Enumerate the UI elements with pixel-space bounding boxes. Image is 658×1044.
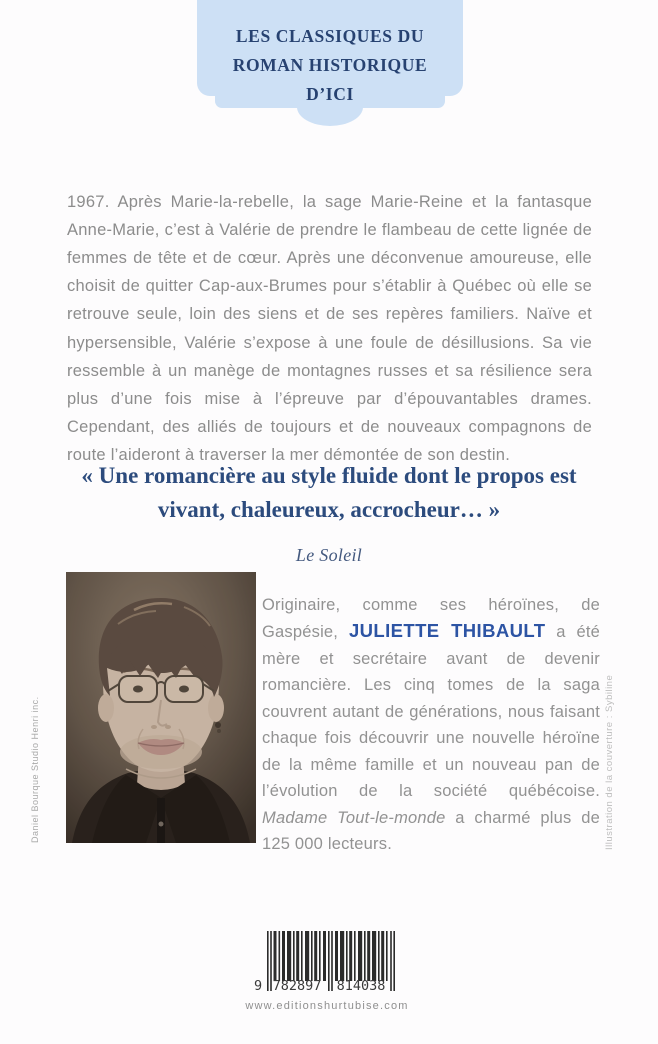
collection-title-line2: ROMAN HISTORIQUE [232,55,428,75]
cover-illustration-credit: Illustration de la couverture : Sybiline [604,674,615,850]
author-bio [262,592,600,858]
author-name: JULIETTE THIBAULT [348,620,546,641]
photo-credit: Daniel Bourque Studio Henri inc. [30,696,40,843]
bio-part3: a charmé plus de 125 000 lecteurs. [262,808,600,853]
collection-badge-dome [297,107,363,126]
bio-part1: Originaire, comme ses héroïnes, de Gaspésie, [262,595,600,641]
press-review [49,459,609,572]
publisher-website: www.editionshurtubise.com [245,1000,409,1012]
bio-part2: a été mère et secrétaire avant de devenir romancière. Les cinq tomes de la saga couvrent autant de générations, nous faisant chaque fois découvrir une nouvelle héroïne de la même famille et un nouveau pan de l’évolution de la société québécoise. [262,623,601,800]
isbn-barcode [254,931,400,997]
isbn-digit-lead: 9 [254,978,263,994]
collection-title-line1: LES CLASSIQUES DU [235,26,425,46]
collection-title-line3: D’ICI [306,84,354,104]
book-title: Madame Tout-le-monde [262,808,446,827]
collection-badge [197,0,463,126]
author-photo [66,572,256,843]
collection-title [197,22,463,109]
isbn-digit-group1: 782897 [272,978,322,994]
review-quote: « Une romancière au style fluide dont le propos est vivant, chaleureux, accrocheur… » [81,463,577,522]
review-source: Le Soleil [295,545,363,565]
synopsis-text: 1967. Après Marie-la-rebelle, la sage Marie-Reine et la fantasque Anne-Marie, c’est à Valérie de prendre le flambeau de cette lignée de femmes de tête et de cœur. Après une déconvenue amoureuse, elle choisit de quitter Cap-aux-Brumes pour s’établir à Québec où elle se retrouve seule, loin des siens et de ses repères familiers. Naïve et hypersensible, Valérie s’expose à une foule de désillusions. Sa vie ressemble à un manège de montagnes russes et sa résilience sera plus d’une fois mise à l’épreuve par d’épouvantables drames. Cependant, des alliés de toujours et de nouveaux compagnons de route l’aideront à traverser la mer démontée de son destin. [67,192,592,465]
isbn-digit-group2: 814038 [336,978,386,994]
isbn-number [254,978,400,994]
